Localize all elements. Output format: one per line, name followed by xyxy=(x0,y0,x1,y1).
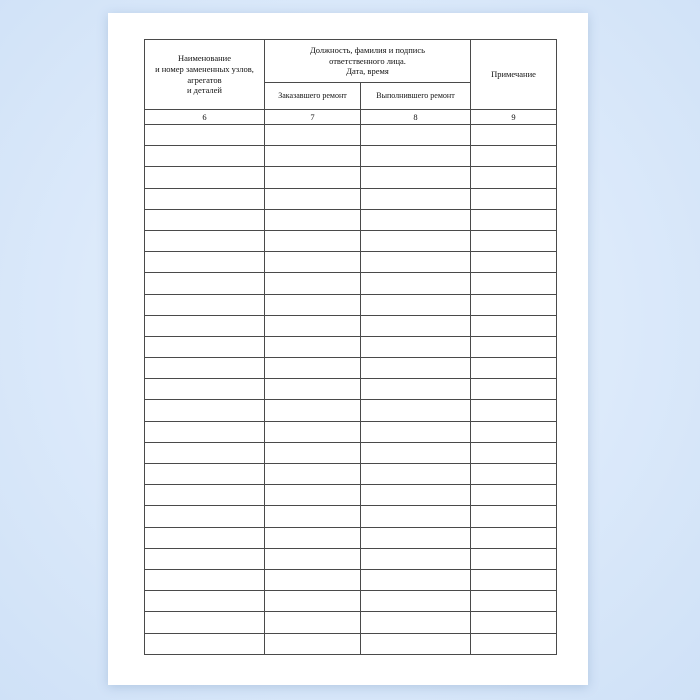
table-cell[interactable] xyxy=(145,167,265,188)
table-cell[interactable] xyxy=(361,315,471,336)
header-col6-line2: и номер замененных узлов, xyxy=(155,63,254,74)
table-cell[interactable] xyxy=(265,633,361,654)
table-cell[interactable] xyxy=(471,527,557,548)
table-row[interactable] xyxy=(145,252,557,273)
table-cell[interactable] xyxy=(145,421,265,442)
header-group78-line1: Должность, фамилия и подпись xyxy=(310,45,426,56)
table-cell[interactable] xyxy=(361,612,471,633)
table-cell[interactable] xyxy=(471,336,557,357)
table-cell[interactable] xyxy=(265,612,361,633)
table-cell[interactable] xyxy=(471,230,557,251)
header-col6-line1: Наименование xyxy=(178,53,231,64)
table-cell[interactable] xyxy=(471,612,557,633)
table-row[interactable] xyxy=(145,146,557,167)
table-cell[interactable] xyxy=(361,230,471,251)
table-cell[interactable] xyxy=(361,591,471,612)
table-cell[interactable] xyxy=(361,294,471,315)
table-cell[interactable] xyxy=(145,569,265,590)
table-cell[interactable] xyxy=(471,379,557,400)
table-row[interactable] xyxy=(145,464,557,485)
table-cell[interactable] xyxy=(265,125,361,146)
table-cell[interactable] xyxy=(265,358,361,379)
table-cell[interactable] xyxy=(265,506,361,527)
table-cell[interactable] xyxy=(361,379,471,400)
table-cell[interactable] xyxy=(361,167,471,188)
table-cell[interactable] xyxy=(265,336,361,357)
table-cell[interactable] xyxy=(265,315,361,336)
table-cell[interactable] xyxy=(145,379,265,400)
table-row[interactable] xyxy=(145,358,557,379)
table-cell[interactable] xyxy=(265,400,361,421)
table-cell[interactable] xyxy=(471,591,557,612)
table-row[interactable] xyxy=(145,294,557,315)
table-cell[interactable] xyxy=(471,209,557,230)
column-number-9: 9 xyxy=(471,110,557,125)
table-cell[interactable] xyxy=(361,506,471,527)
table-cell[interactable] xyxy=(145,230,265,251)
table-row[interactable] xyxy=(145,125,557,146)
table-cell[interactable] xyxy=(265,464,361,485)
table-cell[interactable] xyxy=(265,230,361,251)
column-number-row xyxy=(145,110,557,125)
table-row[interactable] xyxy=(145,315,557,336)
table-cell[interactable] xyxy=(265,188,361,209)
table-cell[interactable] xyxy=(145,336,265,357)
table-cell[interactable] xyxy=(145,146,265,167)
document-page xyxy=(108,13,588,685)
table-cell[interactable] xyxy=(361,421,471,442)
header-cell-col7: Заказавшего ремонт xyxy=(265,83,361,110)
table-row[interactable] xyxy=(145,527,557,548)
table-cell[interactable] xyxy=(145,315,265,336)
table-cell[interactable] xyxy=(471,442,557,463)
table-cell[interactable] xyxy=(361,209,471,230)
column-number-6: 6 xyxy=(145,110,265,125)
table-cell[interactable] xyxy=(265,527,361,548)
table-cell[interactable] xyxy=(265,569,361,590)
table-row[interactable] xyxy=(145,273,557,294)
table-cell[interactable] xyxy=(145,485,265,506)
table-cell[interactable] xyxy=(265,485,361,506)
table-cell[interactable] xyxy=(145,591,265,612)
table-cell[interactable] xyxy=(361,358,471,379)
repair-log-table xyxy=(144,39,557,655)
table-cell[interactable] xyxy=(145,188,265,209)
table-cell[interactable] xyxy=(361,146,471,167)
table-cell[interactable] xyxy=(265,548,361,569)
table-cell[interactable] xyxy=(471,188,557,209)
table-cell[interactable] xyxy=(145,294,265,315)
table-cell[interactable] xyxy=(361,633,471,654)
header-cell-group-78 xyxy=(265,40,471,83)
header-cell-col6 xyxy=(145,40,265,110)
table-cell[interactable] xyxy=(265,167,361,188)
table-cell[interactable] xyxy=(145,358,265,379)
table-cell[interactable] xyxy=(471,358,557,379)
table-row[interactable] xyxy=(145,230,557,251)
table-cell[interactable] xyxy=(361,485,471,506)
table-cell[interactable] xyxy=(145,209,265,230)
table-cell[interactable] xyxy=(145,125,265,146)
table-cell[interactable] xyxy=(361,442,471,463)
table-row[interactable] xyxy=(145,167,557,188)
table-row[interactable] xyxy=(145,612,557,633)
header-group78-line3: Дата, время xyxy=(346,66,389,77)
table-cell[interactable] xyxy=(145,527,265,548)
table-cell[interactable] xyxy=(471,400,557,421)
table-head xyxy=(145,40,557,125)
table-cell[interactable] xyxy=(361,273,471,294)
table-cell[interactable] xyxy=(471,146,557,167)
table-cell[interactable] xyxy=(145,400,265,421)
table-cell[interactable] xyxy=(471,569,557,590)
table-cell[interactable] xyxy=(471,273,557,294)
table-cell[interactable] xyxy=(471,421,557,442)
header-row-top xyxy=(145,40,557,83)
table-cell[interactable] xyxy=(471,464,557,485)
header-cell-col9: Примечание xyxy=(471,40,557,110)
table-cell[interactable] xyxy=(265,294,361,315)
table-cell[interactable] xyxy=(361,188,471,209)
table-cell[interactable] xyxy=(471,633,557,654)
table-cell[interactable] xyxy=(471,315,557,336)
table-row[interactable] xyxy=(145,548,557,569)
table-cell[interactable] xyxy=(145,548,265,569)
table-cell[interactable] xyxy=(145,506,265,527)
table-row[interactable] xyxy=(145,633,557,654)
table-row[interactable] xyxy=(145,400,557,421)
column-number-7: 7 xyxy=(265,110,361,125)
table-cell[interactable] xyxy=(265,252,361,273)
table-cell[interactable] xyxy=(471,506,557,527)
table-row[interactable] xyxy=(145,421,557,442)
table-cell[interactable] xyxy=(361,569,471,590)
header-group78-line2: ответственного лица. xyxy=(329,55,406,66)
table-body xyxy=(145,125,557,655)
header-col6-line3: агрегатов xyxy=(187,74,222,85)
table-cell[interactable] xyxy=(361,336,471,357)
table-cell[interactable] xyxy=(361,125,471,146)
table-cell[interactable] xyxy=(471,252,557,273)
table-row[interactable] xyxy=(145,506,557,527)
table-cell[interactable] xyxy=(145,612,265,633)
table-cell[interactable] xyxy=(361,252,471,273)
table-cell[interactable] xyxy=(145,273,265,294)
table-container xyxy=(144,39,556,655)
table-cell[interactable] xyxy=(265,209,361,230)
table-cell[interactable] xyxy=(145,633,265,654)
table-row[interactable] xyxy=(145,336,557,357)
table-cell[interactable] xyxy=(471,167,557,188)
column-number-8: 8 xyxy=(361,110,471,125)
table-cell[interactable] xyxy=(145,464,265,485)
table-row[interactable] xyxy=(145,209,557,230)
table-cell[interactable] xyxy=(361,527,471,548)
table-cell[interactable] xyxy=(471,485,557,506)
table-row[interactable] xyxy=(145,591,557,612)
table-cell[interactable] xyxy=(265,273,361,294)
table-cell[interactable] xyxy=(471,125,557,146)
table-row[interactable] xyxy=(145,569,557,590)
table-cell[interactable] xyxy=(361,464,471,485)
table-cell[interactable] xyxy=(145,442,265,463)
table-row[interactable] xyxy=(145,188,557,209)
table-row[interactable] xyxy=(145,485,557,506)
table-row[interactable] xyxy=(145,442,557,463)
table-cell[interactable] xyxy=(265,442,361,463)
table-row[interactable] xyxy=(145,379,557,400)
header-cell-col8: Выполнившего ремонт xyxy=(361,83,471,110)
table-cell[interactable] xyxy=(361,548,471,569)
table-cell[interactable] xyxy=(471,548,557,569)
table-cell[interactable] xyxy=(471,294,557,315)
table-cell[interactable] xyxy=(145,252,265,273)
table-cell[interactable] xyxy=(265,421,361,442)
table-cell[interactable] xyxy=(265,146,361,167)
table-cell[interactable] xyxy=(265,379,361,400)
table-cell[interactable] xyxy=(361,400,471,421)
table-cell[interactable] xyxy=(265,591,361,612)
header-col6-line4: и деталей xyxy=(186,85,222,96)
